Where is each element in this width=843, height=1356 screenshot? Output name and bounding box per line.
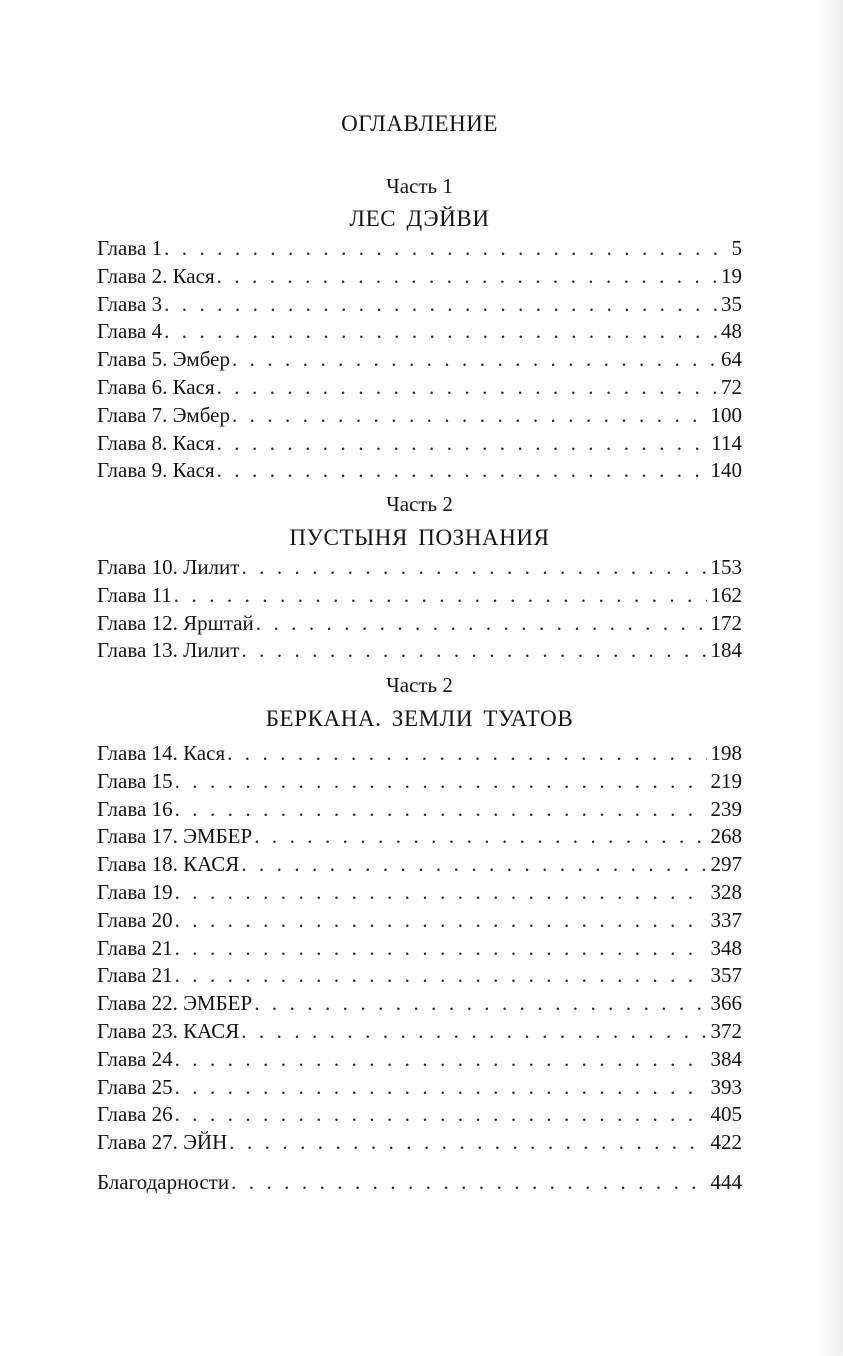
part-3-title: БЕРКАНА. ЗЕМЛИ ТУАТОВ	[265, 706, 574, 731]
part-1-label: Часть 1	[386, 174, 453, 198]
toc-entry[interactable]	[97, 823, 742, 851]
toc-entry[interactable]	[97, 1129, 742, 1157]
entry-page-number: 348	[710, 935, 742, 960]
toc-entry[interactable]	[97, 768, 742, 796]
entry-label: Глава 16	[97, 796, 173, 821]
toc-entry[interactable]	[97, 263, 742, 291]
dot-leader	[217, 263, 717, 291]
toc-entry[interactable]	[97, 318, 742, 346]
toc-entry[interactable]	[97, 554, 742, 582]
dot-leader	[175, 879, 707, 907]
acknowledgements-section	[97, 1169, 742, 1197]
part-3-entries	[97, 740, 742, 1157]
entry-label: Глава 8. Кася	[97, 430, 215, 455]
entry-label: Глава 7. Эмбер	[97, 402, 230, 427]
entry-label: Глава 12. Ярштай	[97, 610, 254, 635]
entry-label: Глава 2. Кася	[97, 263, 215, 288]
dot-leader	[175, 1046, 707, 1074]
entry-label: Глава 22. ЭМБЕР	[97, 991, 253, 1016]
dot-leader	[164, 235, 727, 263]
toc-entry[interactable]	[97, 457, 742, 485]
part-2-title: ПУСТЫНЯ ПОЗНАНИЯ	[289, 525, 550, 550]
entry-page-number: 422	[710, 1130, 742, 1155]
entry-page-number: 72	[721, 374, 742, 399]
dot-leader	[232, 402, 707, 430]
entry-page-number: 153	[710, 555, 742, 579]
entry-label: Глава 24	[97, 1046, 173, 1071]
toc-entry[interactable]	[97, 796, 742, 824]
entry-page-number: 337	[710, 907, 742, 932]
dot-leader	[241, 637, 706, 665]
entry-page-number: 393	[710, 1074, 742, 1099]
entry-page-number: 64	[721, 347, 742, 372]
dot-leader	[164, 318, 717, 346]
dot-leader	[254, 823, 706, 851]
entry-page-number: 172	[710, 610, 742, 635]
entry-label: Глава 19	[97, 879, 173, 904]
toc-entry[interactable]	[97, 291, 742, 319]
entry-label: Глава 26	[97, 1102, 173, 1127]
entry-page-number: 366	[710, 991, 742, 1016]
toc-entry-acknowledgements[interactable]	[97, 1169, 742, 1197]
toc-heading: ОГЛАВЛЕНИЕ	[341, 111, 498, 136]
entry-label: Глава 25	[97, 1074, 173, 1099]
dot-leader	[175, 768, 707, 796]
entry-page-number: 184	[710, 638, 742, 663]
dot-leader	[241, 1018, 706, 1046]
part-3-label: Часть 2	[386, 673, 453, 697]
entry-page-number: 19	[721, 263, 742, 288]
entry-page-number: 114	[711, 430, 742, 455]
toc-entry[interactable]	[97, 1074, 742, 1102]
toc-entry[interactable]	[97, 851, 742, 879]
entry-page-number: 198	[710, 741, 742, 765]
entry-label: Глава 10. Лилит	[97, 555, 240, 579]
dot-leader	[175, 962, 707, 990]
dot-leader	[174, 582, 707, 610]
toc-entry[interactable]	[97, 935, 742, 963]
toc-entry[interactable]	[97, 430, 742, 458]
entry-label: Глава 4	[97, 319, 163, 344]
dot-leader	[164, 291, 717, 319]
dot-leader	[256, 610, 707, 638]
entry-label: Глава 21	[97, 963, 173, 988]
entry-page-number: 444	[710, 1170, 742, 1194]
entry-label: Глава 27. ЭЙН	[97, 1130, 228, 1155]
entry-page-number: 384	[710, 1046, 742, 1071]
toc-entry[interactable]	[97, 610, 742, 638]
part-1-entries	[97, 235, 742, 485]
toc-entry[interactable]	[97, 907, 742, 935]
entry-label: Глава 21	[97, 935, 173, 960]
toc-entry[interactable]	[97, 637, 742, 665]
toc-entry[interactable]	[97, 1046, 742, 1074]
entry-label: Глава 1	[97, 236, 163, 260]
dot-leader	[232, 346, 717, 374]
toc-entry[interactable]	[97, 962, 742, 990]
entry-page-number: 357	[710, 963, 742, 988]
entry-label: Глава 11	[97, 582, 172, 607]
entry-label: Глава 17. ЭМБЕР	[97, 824, 253, 849]
dot-leader	[175, 935, 707, 963]
entry-page-number: 48	[721, 319, 742, 344]
entry-label: Глава 23. КАСЯ	[97, 1018, 240, 1043]
entry-page-number: 140	[710, 458, 742, 483]
entry-label: Глава 9. Кася	[97, 458, 215, 483]
entry-label: Глава 3	[97, 291, 163, 316]
entry-label: Глава 15	[97, 768, 173, 793]
dot-leader	[217, 374, 717, 402]
dot-leader	[217, 430, 708, 458]
entry-page-number: 239	[710, 796, 742, 821]
toc-entry[interactable]	[97, 879, 742, 907]
entry-page-number: 268	[710, 824, 742, 849]
dot-leader	[231, 1169, 706, 1197]
dot-leader	[217, 457, 707, 485]
page-edge-shadow	[817, 0, 843, 1356]
toc-entry[interactable]	[97, 1018, 742, 1046]
toc-entry[interactable]	[97, 235, 742, 263]
entry-label: Глава 13. Лилит	[97, 638, 240, 663]
dot-leader	[175, 907, 707, 935]
entry-page-number: 5	[731, 236, 742, 260]
part-2-label: Часть 2	[386, 492, 453, 516]
entry-page-number: 328	[710, 879, 742, 904]
entry-page-number: 405	[710, 1102, 742, 1127]
dot-leader	[227, 740, 706, 768]
dot-leader	[241, 851, 706, 879]
dot-leader	[175, 1074, 707, 1102]
toc-entry[interactable]	[97, 582, 742, 610]
entry-page-number: 100	[710, 402, 742, 427]
entry-label: Глава 5. Эмбер	[97, 347, 230, 372]
entry-label: Глава 18. КАСЯ	[97, 852, 240, 877]
dot-leader	[175, 796, 707, 824]
entry-page-number: 372	[710, 1018, 742, 1043]
entry-page-number: 297	[710, 852, 742, 877]
entry-page-number: 162	[710, 582, 742, 607]
entry-label: Благодарности	[97, 1170, 230, 1194]
toc-entry[interactable]	[97, 346, 742, 374]
dot-leader	[229, 1129, 706, 1157]
dot-leader	[175, 1101, 707, 1129]
dot-leader	[254, 990, 706, 1018]
part-2-entries	[97, 554, 742, 665]
part-1-title: ЛЕС ДЭЙВИ	[349, 206, 490, 231]
dot-leader	[241, 554, 706, 582]
toc-entry[interactable]	[97, 374, 742, 402]
entry-label: Глава 14. Кася	[97, 741, 226, 765]
toc-entry[interactable]	[97, 1101, 742, 1129]
toc-entry[interactable]	[97, 740, 742, 768]
entry-page-number: 35	[721, 291, 742, 316]
entry-page-number: 219	[710, 768, 742, 793]
toc-entry[interactable]	[97, 990, 742, 1018]
toc-entry[interactable]	[97, 402, 742, 430]
entry-label: Глава 20	[97, 907, 173, 932]
entry-label: Глава 6. Кася	[97, 374, 215, 399]
